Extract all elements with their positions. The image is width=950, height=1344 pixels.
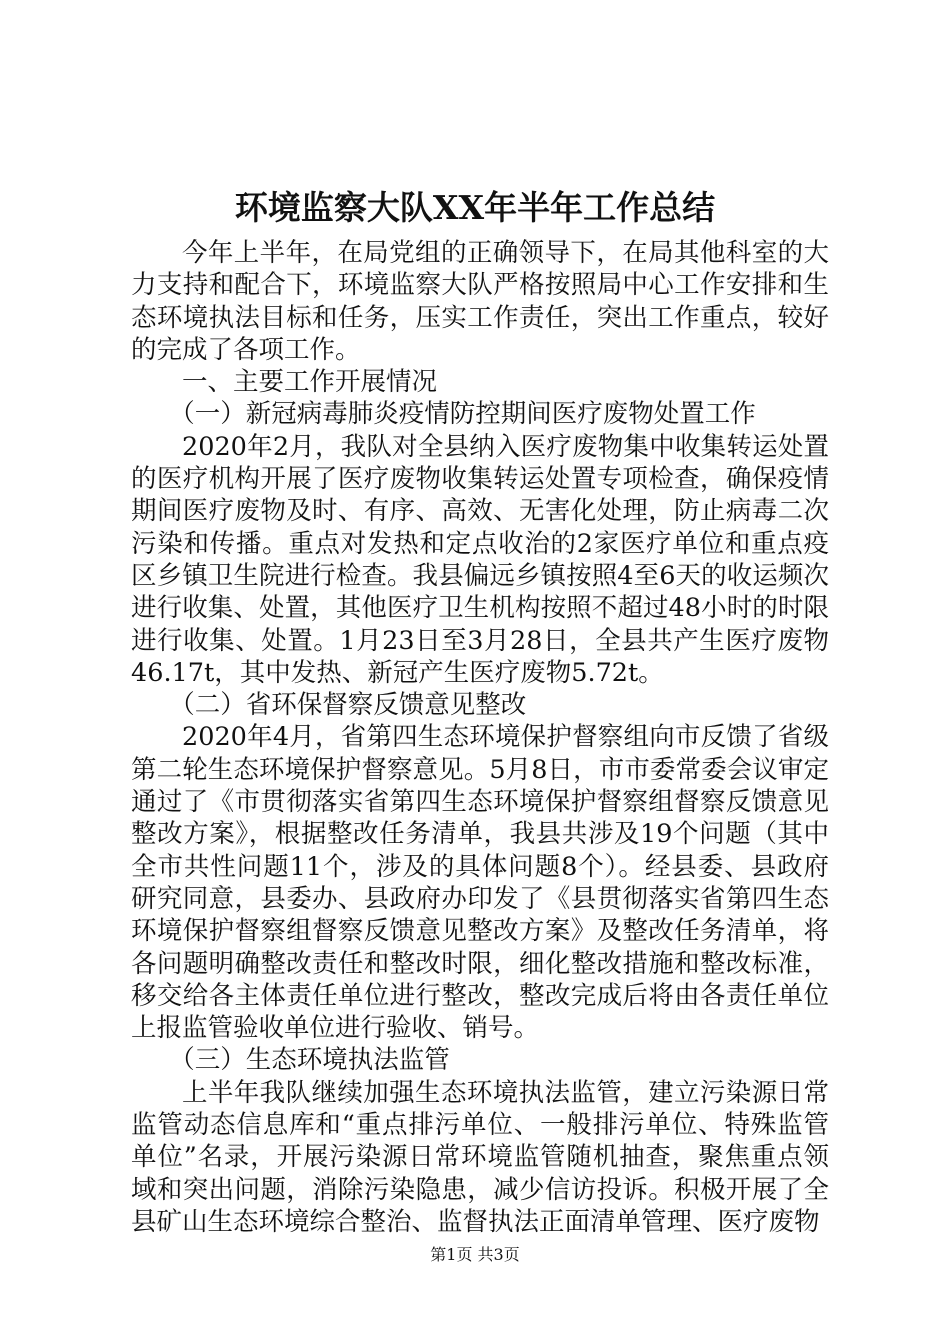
subsection-heading-inspection-feedback: （二）省环保督察反馈意见整改 — [169, 690, 527, 721]
subsection-heading-enforcement: （三）生态环境执法监管 — [169, 1045, 450, 1076]
document-body — [131, 237, 829, 1238]
page-footer: 第1页 共3页 — [430, 1245, 520, 1264]
paragraph-medical-waste: 2020年2月，我队对全县纳入医疗废物集中收集转运处置的医疗机构开展了医疗废物收集转运处置专项检查，确保疫情期间医疗废物及时、有序、高效、无害化处理，防止病毒二次污染和传播。重点对发热和定点收治的2家医疗单位和重点疫区乡镇卫生院进行检查。我县偏远乡镇按照4至6天的收运频次进行收集、处置，其他医疗卫生机构按照不超过48小时的时限进行收集、处置。1月23日至3月28日，全县共产生医疗废物46.17t，其中发热、新冠产生医疗废物5.72t。 — [131, 431, 829, 688]
section-heading-main-work: 一、主要工作开展情况 — [182, 367, 438, 398]
document-title: 环境监察大队XX年半年工作总结 — [234, 188, 716, 227]
paragraph-enforcement: 上半年我队继续加强生态环境执法监管，建立污染源日常监管动态信息库和“重点排污单位、一般排污单位、特殊监管单位”名录，开展污染源日常环境监管随机抽查，聚焦重点领域和突出问题，消除污染隐患，减少信访投诉。积极开展了全县矿山生态环境综合整治、监督执法正面清单管理、医疗废物 — [131, 1077, 829, 1237]
intro-paragraph: 今年上半年，在局党组的正确领导下，在局其他科室的大力支持和配合下，环境监察大队严格按照局中心工作安排和生态环境执法目标和任务，压实工作责任，突出工作重点，较好的完成了各项工作。 — [131, 238, 829, 365]
paragraph-inspection-feedback: 2020年4月，省第四生态环境保护督察组向市反馈了省级第二轮生态环境保护督察意见。5月8日，市市委常委会议审定通过了《市贯彻落实省第四生态环境保护督察组督察反馈意见整改方案》，根据整改任务清单，我县共涉及19个问题（其中全市共性问题11个，涉及的具体问题8个）。经县委、县政府研究同意，县委办、县政府办印发了《县贯彻落实省第四生态环境保护督察组督察反馈意见整改方案》及整改任务清单，将各问题明确整改责任和整改时限，细化整改措施和整改标准，移交给各主体责任单位进行整改，整改完成后将由各责任单位上报监管验收单位进行验收、销号。 — [131, 722, 829, 1044]
subsection-heading-medical-waste: （一）新冠病毒肺炎疫情防控期间医疗废物处置工作 — [169, 399, 756, 430]
